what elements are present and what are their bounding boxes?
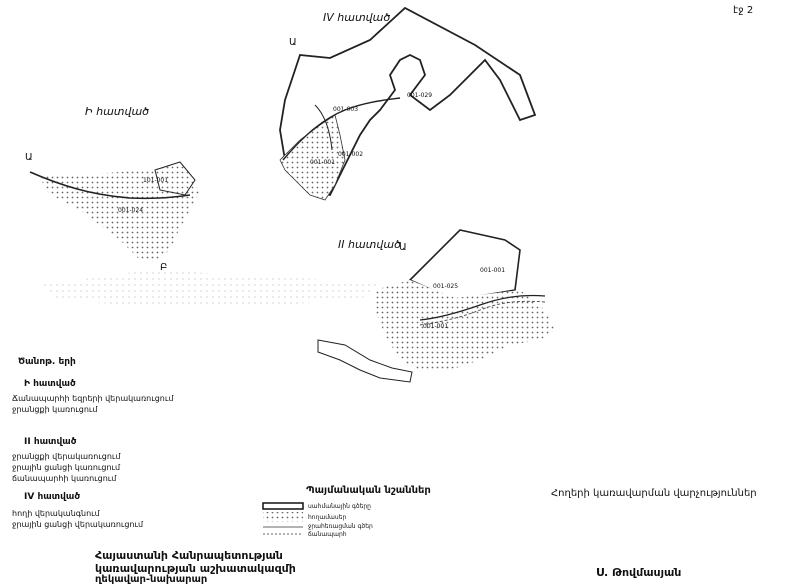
legend-title: Պայմանական նշաններ xyxy=(306,485,431,496)
parcel-code: 001-024 xyxy=(118,207,144,214)
parcel-code: 001-029 xyxy=(407,92,433,99)
legend-item-label: ջրահեռացման գծեր xyxy=(308,523,373,530)
notes-title: Ծանոթ. երի xyxy=(18,357,76,367)
note-line: ջրային ցանցի կառուցում xyxy=(12,463,121,472)
dotted-strip xyxy=(40,270,380,308)
title-line-1: Հայաստանի Հանրապետության xyxy=(95,549,283,562)
section-iv-label: IV հատված xyxy=(323,11,391,24)
parcel-code: 001-002 xyxy=(338,151,364,158)
note-line: հողի վերականգնում xyxy=(12,509,100,518)
section-i-label: Ի հատված xyxy=(85,105,150,118)
note-line: ջրանցքի կառուցում xyxy=(12,405,98,414)
notes-heading: IV հատված xyxy=(24,492,81,502)
parcel-code: 101-001 xyxy=(143,177,169,184)
section-ii-parcel xyxy=(375,280,555,370)
note-line: ճանապարհի կառուցում xyxy=(12,474,117,483)
agency-name: Հողերի կառավարման վարչություններ xyxy=(551,488,757,499)
legend-symbol-thick xyxy=(263,503,303,509)
notes-heading: II հատված xyxy=(24,437,77,447)
parcel-code: 001-025 xyxy=(433,283,459,290)
section-ii-point-b: Բ xyxy=(160,262,168,273)
section-i-point: Ա xyxy=(25,152,33,163)
signature-name: Ս. Թովմասյան xyxy=(596,566,682,579)
section-iv-point: Ա xyxy=(289,37,297,48)
legend-symbol-dots xyxy=(263,512,303,522)
parcel-code: 001-003 xyxy=(333,106,359,113)
notes-heading: Ի հատված xyxy=(24,379,76,389)
section-ii-label: II հատված xyxy=(338,238,401,251)
note-line: ջրային ցանցի վերակառուցում xyxy=(12,520,144,529)
legend-item-label: ճանապարհ xyxy=(308,531,347,538)
parcel-code: 001-001 xyxy=(480,267,506,274)
section-ii-point: Ա xyxy=(399,242,407,253)
parcel-code: 001-001 xyxy=(310,159,336,166)
page-number: էջ 2 xyxy=(733,5,754,16)
section-iv-parcel xyxy=(280,115,345,200)
note-line: ջրանցքի վերակառուցում xyxy=(12,452,121,461)
title-line-2: կառավարության աշխատակազմի xyxy=(95,562,296,575)
legend-item-label: սահմանային գծերը xyxy=(308,503,371,510)
note-line: Ճանապարհի եզրերի վերակառուցում xyxy=(12,394,174,403)
legend-item-label: հողամասեր xyxy=(308,514,347,521)
parcel-code: 001-001 xyxy=(423,323,449,330)
title-line-3: ղեկավար-նախարար xyxy=(95,574,208,585)
